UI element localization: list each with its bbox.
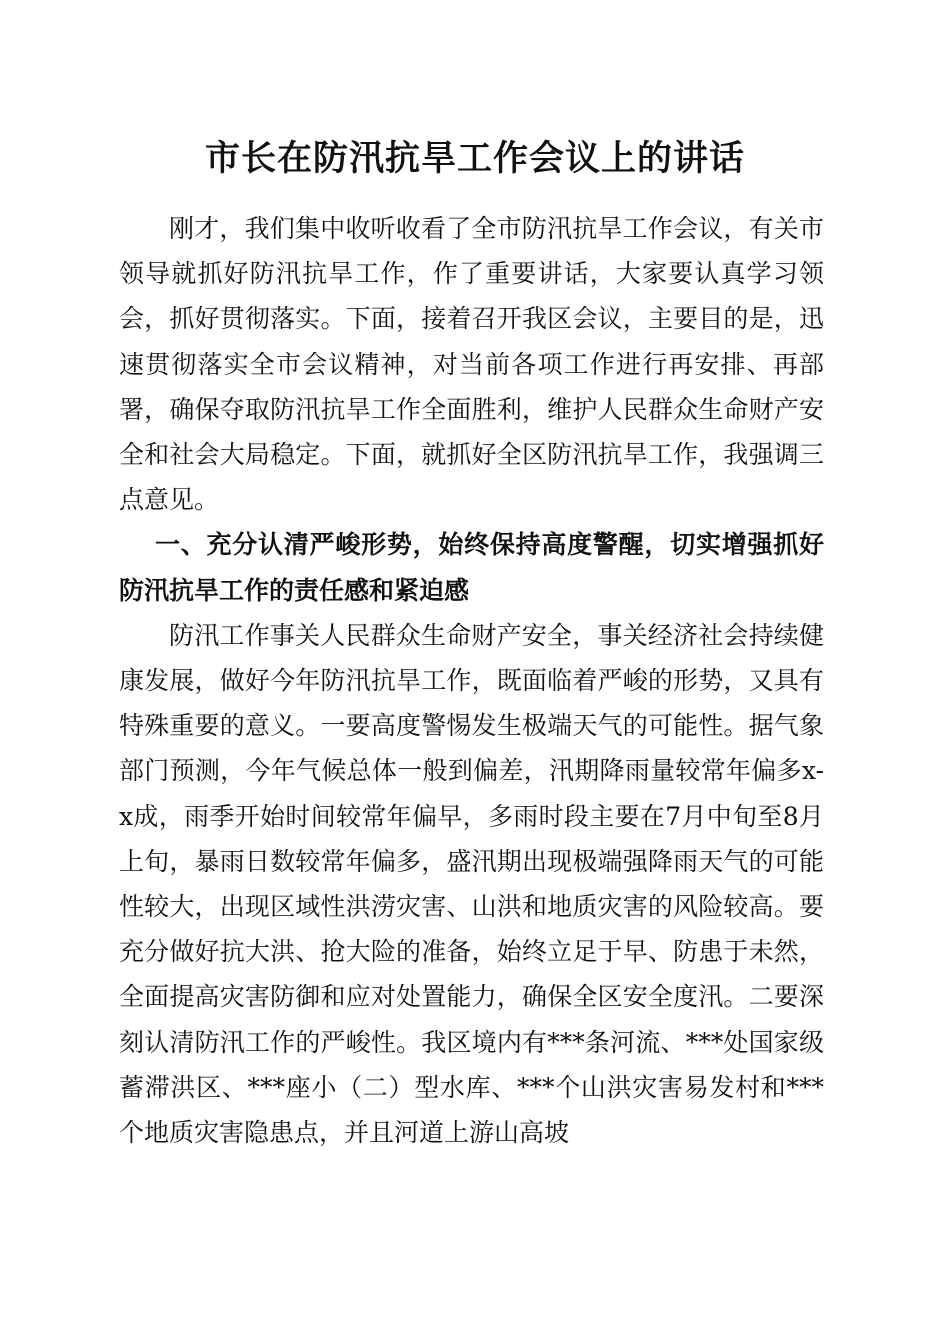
section-1-heading: 一、充分认清严峻形势，始终保持高度警醒，切实增强抓好防汛抗旱工作的责任感和紧迫感 xyxy=(119,530,824,605)
document-body xyxy=(119,206,824,1155)
intro-paragraph: 刚才，我们集中收听收看了全市防汛抗旱工作会议，有关市领导就抓好防汛抗旱工作，作了重要讲话，大家要认真学习领会，抓好贯彻落实。下面，接着召开我区会议，主要目的是，迅速贯彻落实全市会议精神，对当前各项工作进行再安排、再部署，确保夺取防汛抗旱工作全面胜利，维护人民群众生命财产安全和社会大局稳定。下面，就抓好全区防汛抗旱工作，我强调三点意见。 xyxy=(119,214,824,515)
document-title: 市长在防汛抗旱工作会议上的讲话 xyxy=(204,138,745,179)
section-1-paragraph: 防汛工作事关人民群众生命财产安全，事关经济社会持续健康发展，做好今年防汛抗旱工作，既面临着严峻的形势，又具有特殊重要的意义。一要高度警惕发生极端天气的可能性。据气象部门预测，今年气候总体一般到偏差，汛期降雨量较常年偏多x-x成，雨季开始时间较常年偏早，多雨时段主要在7月中旬至8月上旬，暴雨日数较常年偏多，盛汛期出现极端强降雨天气的可能性较大，出现区域性洪涝灾害、山洪和地质灾害的风险较高。要充分做好抗大洪、抢大险的准备，始终立足于早、防患于未然，全面提高灾害防御和应对处置能力，确保全区安全度汛。二要深刻认清防汛工作的严峻性。我区境内有***条河流、***处国家级蓄滞洪区、***座小（二）型水库、***个山洪灾害易发村和***个地质灾害隐患点，并且河道上游山高坡 xyxy=(119,620,824,1148)
